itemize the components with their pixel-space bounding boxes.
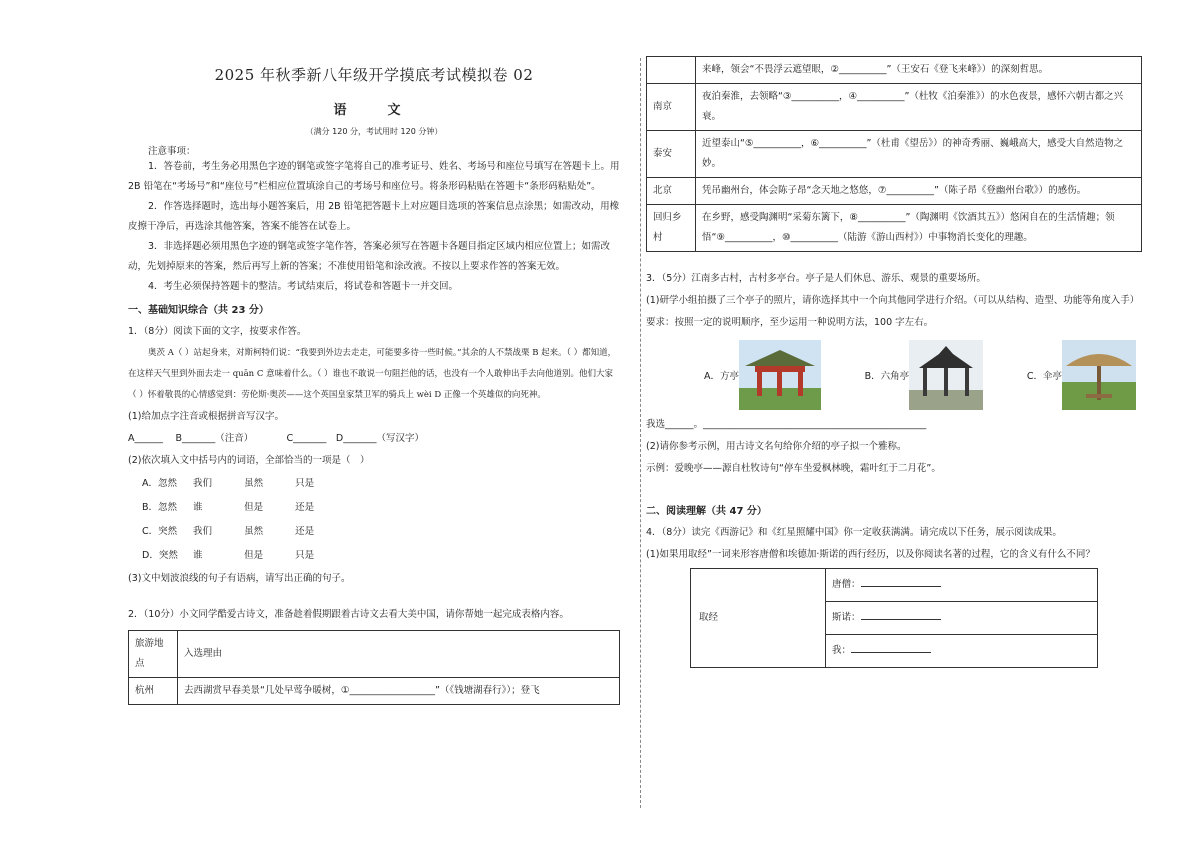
q1-sub2: (2)依次填入文中括号内的词语，全部恰当的一项是（ ） — [128, 455, 370, 466]
q1-sub3: (3)文中划波浪线的句子有语病，请写出正确的句子。 — [128, 573, 351, 584]
section-2-heading: 二、阅读理解（共 47 分） — [646, 506, 767, 517]
cell-reason-beijing: 凭吊幽州台，体会陈子昂“念天地之悠悠，⑦__________”（陈子昂《登幽州台歌》）的感伤。 — [696, 178, 1142, 205]
table-head-reason: 入选理由 — [178, 631, 620, 678]
q3-sub2: (2)请你参考示例，用古诗文名句给你介绍的亭子拟一个雅称。 — [646, 441, 907, 452]
q4-sub1: (1)如果用取经”一词来形容唐僧和埃德加·斯诺的西行经历，以及你阅读名著的过程，它的含义有什么不同？ — [646, 549, 1095, 560]
exam-title: 2025 年秋季新八年级开学摸底考试模拟卷 02 — [214, 66, 534, 84]
square-pavilion-icon — [739, 340, 821, 410]
qujing-row-tangseng: 唐僧： — [826, 569, 1098, 602]
option-b: B．忽然 谁 但是 还是 — [142, 502, 315, 513]
section-1-heading: 一、基础知识综合（共 23 分） — [128, 305, 269, 316]
q4-stem: 4．（8分）读完《西游记》和《红星照耀中国》你一定收获满满。请完成以下任务，展示阅读成果。 — [646, 527, 1062, 538]
cell-reason-hangzhou-cont: 来峰，领会“不畏浮云遮望眼，②__________”（王安石《登飞来峰》）的深刻哲思。 — [696, 57, 1142, 84]
cell-place-taian: 泰安 — [647, 131, 696, 178]
left-column — [128, 60, 620, 705]
note-item: 3．非选择题必须用黑色字迹的钢笔或签字笔作答，答案必须写在答题卡各题目指定区域内相应位置上；如需改动，先划掉原来的答案，然后再写上新的答案；不准使用铅笔和涂改液。不按以上要求作答的答案无效。 — [128, 241, 611, 272]
cell-reason-taian: 近望泰山“⑤__________，⑥__________”（杜甫《望岳》）的神奇秀丽、巍峨高大，感受大自然造物之妙。 — [696, 131, 1142, 178]
cell-place-nanjing: 南京 — [647, 84, 696, 131]
cell-place-beijing: 北京 — [647, 178, 696, 205]
q3-choose: 我选______。_______________________________________________ — [646, 419, 927, 430]
page-divider — [640, 58, 641, 808]
right-column — [646, 56, 1142, 668]
q3-stem: 3．（5分）江南多古村，古村多亭台。亭子是人们休息、游乐、观景的重要场所。 — [646, 273, 986, 284]
note-item: 4．考生必须保持答题卡的整洁。考试结束后，将试卷和答题卡一并交回。 — [148, 281, 459, 292]
table-head-place: 旅游地点 — [129, 631, 178, 678]
q1-passage: 奥茨 A（ ）站起身来，对斯柯特们说：“我要到外边去走走，可能要多待一些时候。”其余的人不禁战栗 B 起来。（ ）都知道，在这样天气里到外面去走一 quān C 意味着什么。（ ）谁也不敢说一句阻拦他的话，也没有一个人敢伸出手去向他道别。他们大家（ ）怀着敬畏的心情感觉到：劳伦斯·奥茨——这个英国皇家禁卫军的骑兵上 wèi D 正像一个英雄似的向死神。 — [128, 348, 617, 400]
qujing-table — [690, 568, 1098, 668]
cell-place-hangzhou: 杭州 — [129, 678, 178, 705]
q1-sub1-answer: A______ B_______（注音） C_______ D_______（写汉字） — [128, 433, 424, 444]
cell-reason-huigui: 在乡野，感受陶渊明“采菊东篱下，⑧__________”（陶渊明《饮酒其五》）悠闲自在的生活情趣；领悟“⑨__________，⑩__________（陆游《游山西村》）中事物消长变化的理趣。 — [696, 205, 1142, 252]
photo-a: A．方亭 — [704, 340, 821, 410]
travel-table-continued — [646, 56, 1142, 252]
photo-c: C．伞亭 — [1027, 340, 1136, 410]
q3-example: 示例：爱晚亭——源自杜牧诗句“停车坐爱枫林晚，霜叶红于二月花”。 — [646, 463, 941, 474]
option-c: C．突然 我们 虽然 还是 — [142, 526, 315, 537]
q3-sub1: (1)研学小组拍摄了三个亭子的照片，请你选择其中一个向其他同学进行介绍。（可以从结构、造型、功能等角度入手）要求：按照一定的说明顺序，至少运用一种说明方法，100 字左右。 — [646, 295, 1140, 328]
cell-reason-nanjing: 夜泊秦淮，去领略“③__________，④__________”（杜牧《泊秦淮》）的水色夜景，感怀六朝古都之兴衰。 — [696, 84, 1142, 131]
q1-stem: 1．（8分）阅读下面的文字，按要求作答。 — [128, 326, 307, 337]
photo-b: B．六角亭 — [865, 340, 984, 410]
option-a: A．忽然 我们 虽然 只是 — [142, 478, 315, 489]
notes-heading: 注意事项： — [148, 146, 196, 157]
note-item: 2．作答选择题时，选出每小题答案后，用 2B 铅笔把答题卡上对应题目选项的答案信息点涂黑；如需改动，用橡皮擦干净后，再选涂其他答案，答案不能答在试卷上。 — [128, 201, 620, 232]
option-d: D．突然 谁 但是 只是 — [142, 550, 315, 561]
hexagonal-pavilion-icon — [909, 340, 983, 410]
cell-reason-hangzhou: 去西湖赏早春美景“几处早莺争暖树，①__________________”（《钱塘湖春行》）；登飞 — [178, 678, 620, 705]
cell-place-huigui: 回归乡村 — [647, 205, 696, 252]
score-note: （满分 120 分，考试用时 120 分钟） — [305, 127, 443, 136]
qujing-label: 取经 — [691, 569, 826, 668]
qujing-row-snow: 斯诺： — [826, 602, 1098, 635]
q1-sub1: (1)给加点字注音或根据拼音写汉字。 — [128, 411, 284, 422]
q2-stem: 2．（10分）小文同学酷爱古诗文，准备趁着假期跟着古诗文去看大美中国，请你帮她一起完成表格内容。 — [128, 609, 569, 620]
pavilion-photos — [646, 340, 1142, 410]
note-item: 1．答卷前，考生务必用黑色字迹的钢笔或签字笔将自己的准考证号、姓名、考场号和座位号填写在答题卡上。用 2B 铅笔在“考场号”和“座位号”栏相应位置填涂自己的考场号和座位号。将条形码粘贴在答题卡“条形码粘贴处”。 — [128, 161, 620, 192]
umbrella-pavilion-icon — [1062, 340, 1136, 410]
travel-table — [128, 630, 620, 705]
qujing-row-me: 我： — [826, 635, 1098, 668]
subject-title: 语 文 — [333, 103, 415, 118]
